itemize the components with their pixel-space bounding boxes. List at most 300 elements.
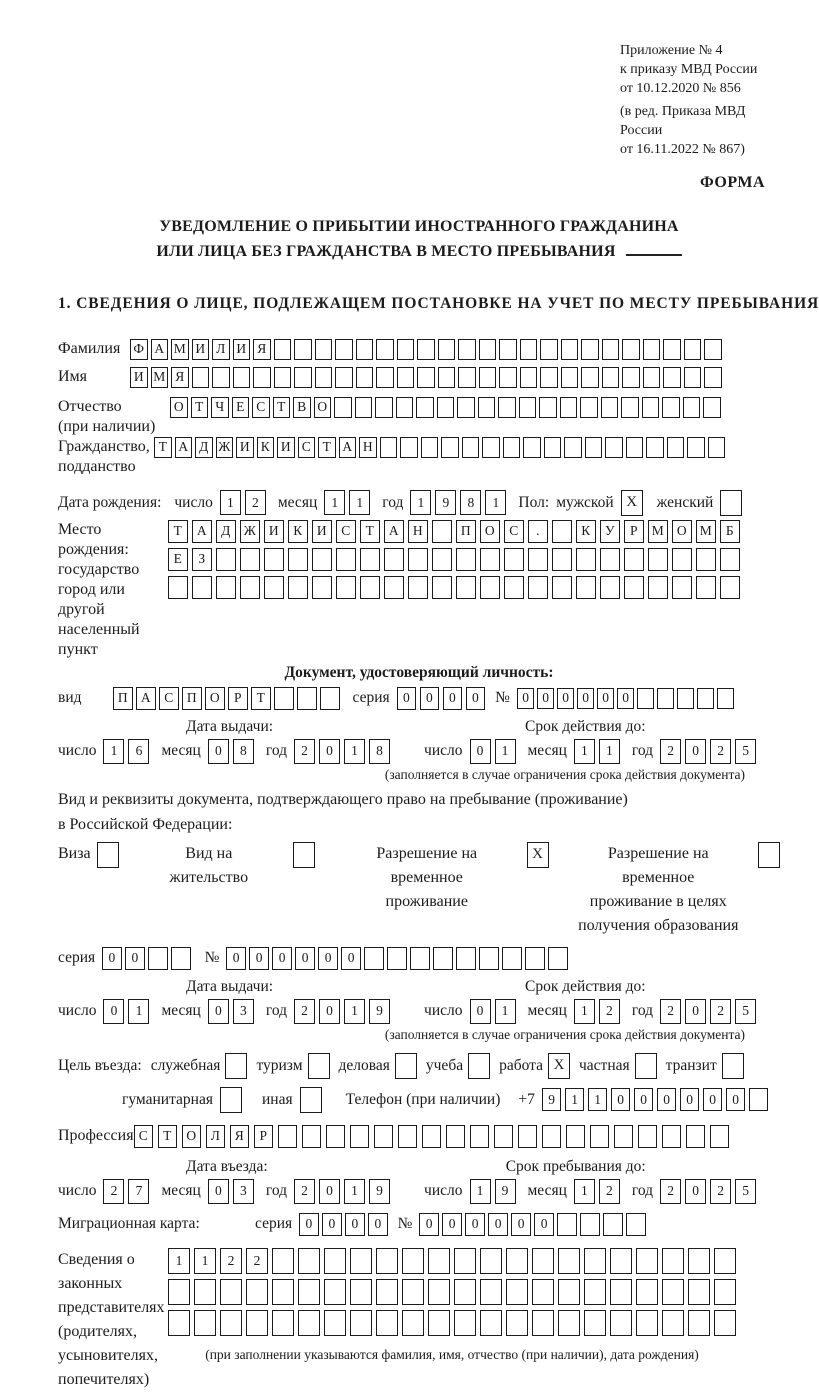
char-cell[interactable] [264, 576, 284, 599]
char-cell[interactable]: 3 [233, 1179, 254, 1204]
char-cell[interactable] [520, 339, 538, 360]
sex-female-checkbox[interactable] [720, 490, 742, 516]
char-cell[interactable] [703, 397, 721, 418]
char-cell[interactable]: Ф [130, 339, 148, 360]
char-cell[interactable] [558, 1279, 580, 1305]
char-cell[interactable]: Е [232, 397, 250, 418]
purpose-humanitarian-checkbox[interactable] [220, 1087, 242, 1113]
char-cell[interactable]: 1 [344, 1179, 365, 1204]
char-cell[interactable] [525, 947, 545, 970]
char-cell[interactable] [714, 1248, 736, 1274]
char-cell[interactable] [717, 688, 735, 709]
char-cell[interactable]: А [339, 437, 357, 458]
char-cell[interactable] [216, 576, 236, 599]
char-cell[interactable] [622, 367, 640, 388]
char-cell[interactable] [470, 1125, 490, 1148]
char-cell[interactable]: . [528, 520, 548, 543]
char-cell[interactable] [148, 947, 168, 970]
char-cell[interactable] [297, 687, 317, 710]
char-cell[interactable] [438, 339, 456, 360]
char-cell[interactable]: 7 [128, 1179, 149, 1204]
char-cell[interactable] [441, 437, 459, 458]
char-cell[interactable]: 1 [574, 999, 595, 1024]
char-cell[interactable] [684, 367, 702, 388]
char-cell[interactable] [454, 1310, 476, 1336]
char-cell[interactable] [646, 437, 664, 458]
char-cell[interactable]: 2 [245, 490, 266, 515]
char-cell[interactable]: 0 [249, 947, 269, 970]
char-cell[interactable] [350, 1248, 372, 1274]
char-cell[interactable]: А [192, 520, 212, 543]
char-cell[interactable] [540, 367, 558, 388]
char-cell[interactable]: 0 [517, 688, 535, 709]
char-cell[interactable] [637, 688, 655, 709]
char-cell[interactable] [558, 1310, 580, 1336]
char-cell[interactable]: К [576, 520, 596, 543]
char-cell[interactable] [246, 1310, 268, 1336]
char-cell[interactable]: О [672, 520, 692, 543]
char-cell[interactable] [272, 1279, 294, 1305]
char-cell[interactable] [326, 1125, 346, 1148]
char-cell[interactable]: 9 [369, 1179, 390, 1204]
char-cell[interactable]: 0 [611, 1088, 631, 1111]
char-cell[interactable] [662, 397, 680, 418]
purpose-business-checkbox[interactable] [395, 1053, 417, 1079]
char-cell[interactable] [402, 1279, 424, 1305]
char-cell[interactable]: 0 [634, 1088, 654, 1111]
char-cell[interactable]: 0 [397, 687, 417, 710]
char-cell[interactable]: У [600, 520, 620, 543]
char-cell[interactable] [600, 548, 620, 571]
char-cell[interactable]: 0 [466, 687, 486, 710]
char-cell[interactable]: 2 [220, 1248, 242, 1274]
char-cell[interactable]: 0 [295, 947, 315, 970]
char-cell[interactable]: 1 [495, 739, 516, 764]
char-cell[interactable]: Т [251, 687, 271, 710]
char-cell[interactable] [506, 1279, 528, 1305]
char-cell[interactable]: И [192, 339, 210, 360]
char-cell[interactable]: 8 [369, 739, 390, 764]
visa-checkbox[interactable] [97, 842, 119, 868]
char-cell[interactable] [456, 947, 476, 970]
char-cell[interactable] [240, 548, 260, 571]
char-cell[interactable]: 0 [703, 1088, 723, 1111]
char-cell[interactable]: Е [168, 548, 188, 571]
char-cell[interactable]: М [696, 520, 716, 543]
char-cell[interactable] [636, 1279, 658, 1305]
char-cell[interactable] [428, 1279, 450, 1305]
char-cell[interactable]: С [252, 397, 270, 418]
char-cell[interactable] [708, 437, 726, 458]
char-cell[interactable] [335, 339, 353, 360]
char-cell[interactable] [421, 437, 439, 458]
char-cell[interactable]: Л [206, 1125, 226, 1148]
char-cell[interactable] [432, 548, 452, 571]
char-cell[interactable]: 0 [272, 947, 292, 970]
char-cell[interactable] [334, 397, 352, 418]
char-cell[interactable]: 0 [226, 947, 246, 970]
char-cell[interactable]: 2 [103, 1179, 124, 1204]
char-cell[interactable] [480, 576, 500, 599]
char-cell[interactable]: 1 [574, 1179, 595, 1204]
char-cell[interactable] [364, 947, 384, 970]
char-cell[interactable] [350, 1279, 372, 1305]
char-cell[interactable] [585, 437, 603, 458]
char-cell[interactable] [288, 548, 308, 571]
char-cell[interactable]: О [314, 397, 332, 418]
char-cell[interactable] [433, 947, 453, 970]
char-cell[interactable]: Ч [211, 397, 229, 418]
char-cell[interactable]: 1 [588, 1088, 608, 1111]
char-cell[interactable] [532, 1310, 554, 1336]
char-cell[interactable] [684, 339, 702, 360]
char-cell[interactable] [324, 1279, 346, 1305]
char-cell[interactable] [324, 1248, 346, 1274]
char-cell[interactable]: Т [191, 397, 209, 418]
char-cell[interactable] [720, 548, 740, 571]
sex-male-checkbox[interactable]: X [621, 490, 643, 516]
char-cell[interactable] [220, 1310, 242, 1336]
char-cell[interactable] [402, 1310, 424, 1336]
char-cell[interactable]: С [134, 1125, 154, 1148]
char-cell[interactable] [387, 947, 407, 970]
char-cell[interactable] [528, 548, 548, 571]
char-cell[interactable]: 0 [102, 947, 122, 970]
char-cell[interactable]: В [293, 397, 311, 418]
char-cell[interactable] [584, 1310, 606, 1336]
char-cell[interactable]: 0 [470, 999, 491, 1024]
char-cell[interactable]: 0 [685, 1179, 706, 1204]
char-cell[interactable] [264, 548, 284, 571]
char-cell[interactable] [171, 947, 191, 970]
temp-residence-education-checkbox[interactable] [758, 842, 780, 868]
char-cell[interactable] [542, 1125, 562, 1148]
char-cell[interactable] [502, 947, 522, 970]
char-cell[interactable]: З [192, 548, 212, 571]
char-cell[interactable]: 2 [710, 739, 731, 764]
char-cell[interactable]: 0 [488, 1213, 508, 1236]
char-cell[interactable]: 0 [511, 1213, 531, 1236]
char-cell[interactable]: 1 [168, 1248, 190, 1274]
char-cell[interactable]: 1 [470, 1179, 491, 1204]
char-cell[interactable] [704, 367, 722, 388]
char-cell[interactable] [233, 367, 251, 388]
char-cell[interactable] [274, 367, 292, 388]
char-cell[interactable]: 1 [565, 1088, 585, 1111]
char-cell[interactable] [356, 367, 374, 388]
char-cell[interactable]: И [236, 437, 254, 458]
char-cell[interactable] [519, 397, 537, 418]
char-cell[interactable] [581, 367, 599, 388]
char-cell[interactable] [677, 688, 695, 709]
char-cell[interactable]: Т [273, 397, 291, 418]
char-cell[interactable]: 0 [368, 1213, 388, 1236]
char-cell[interactable] [374, 1125, 394, 1148]
char-cell[interactable] [580, 1213, 600, 1236]
char-cell[interactable] [479, 947, 499, 970]
char-cell[interactable] [298, 1248, 320, 1274]
char-cell[interactable] [458, 367, 476, 388]
char-cell[interactable] [503, 437, 521, 458]
char-cell[interactable]: Д [216, 520, 236, 543]
char-cell[interactable]: 9 [542, 1088, 562, 1111]
char-cell[interactable] [532, 1279, 554, 1305]
char-cell[interactable]: 2 [294, 739, 315, 764]
char-cell[interactable] [168, 1279, 190, 1305]
char-cell[interactable]: Т [154, 437, 172, 458]
char-cell[interactable] [518, 1125, 538, 1148]
char-cell[interactable] [663, 339, 681, 360]
char-cell[interactable]: 1 [349, 490, 370, 515]
char-cell[interactable] [614, 1125, 634, 1148]
char-cell[interactable]: 0 [420, 687, 440, 710]
temp-residence-checkbox[interactable]: X [527, 842, 549, 868]
char-cell[interactable]: А [175, 437, 193, 458]
char-cell[interactable] [192, 367, 210, 388]
char-cell[interactable]: 0 [470, 739, 491, 764]
char-cell[interactable] [552, 576, 572, 599]
char-cell[interactable] [375, 397, 393, 418]
char-cell[interactable]: И [233, 339, 251, 360]
char-cell[interactable]: 2 [660, 999, 681, 1024]
char-cell[interactable] [400, 437, 418, 458]
char-cell[interactable] [532, 1248, 554, 1274]
char-cell[interactable]: 1 [410, 490, 431, 515]
char-cell[interactable] [416, 397, 434, 418]
char-cell[interactable] [621, 397, 639, 418]
char-cell[interactable]: 2 [710, 999, 731, 1024]
char-cell[interactable]: 0 [465, 1213, 485, 1236]
char-cell[interactable] [294, 339, 312, 360]
char-cell[interactable]: Л [212, 339, 230, 360]
char-cell[interactable]: 0 [208, 739, 229, 764]
char-cell[interactable] [454, 1279, 476, 1305]
char-cell[interactable]: 2 [294, 999, 315, 1024]
char-cell[interactable]: 5 [735, 999, 756, 1024]
char-cell[interactable] [605, 437, 623, 458]
char-cell[interactable] [376, 1310, 398, 1336]
char-cell[interactable] [506, 1248, 528, 1274]
char-cell[interactable]: М [151, 367, 169, 388]
char-cell[interactable] [480, 1248, 502, 1274]
char-cell[interactable] [294, 367, 312, 388]
char-cell[interactable] [576, 576, 596, 599]
char-cell[interactable] [566, 1125, 586, 1148]
char-cell[interactable]: 1 [599, 739, 620, 764]
char-cell[interactable] [253, 367, 271, 388]
char-cell[interactable] [350, 1125, 370, 1148]
char-cell[interactable]: Н [359, 437, 377, 458]
char-cell[interactable] [479, 367, 497, 388]
char-cell[interactable] [410, 947, 430, 970]
char-cell[interactable] [581, 339, 599, 360]
char-cell[interactable] [720, 576, 740, 599]
char-cell[interactable]: 2 [660, 739, 681, 764]
char-cell[interactable] [220, 1279, 242, 1305]
char-cell[interactable] [480, 1310, 502, 1336]
char-cell[interactable] [662, 1125, 682, 1148]
char-cell[interactable] [396, 397, 414, 418]
char-cell[interactable]: 0 [680, 1088, 700, 1111]
char-cell[interactable]: 0 [442, 1213, 462, 1236]
char-cell[interactable] [687, 437, 705, 458]
purpose-official-checkbox[interactable] [225, 1053, 247, 1079]
char-cell[interactable]: О [182, 1125, 202, 1148]
char-cell[interactable] [560, 397, 578, 418]
char-cell[interactable] [376, 339, 394, 360]
char-cell[interactable]: П [456, 520, 476, 543]
char-cell[interactable] [662, 1248, 684, 1274]
char-cell[interactable]: М [171, 339, 189, 360]
char-cell[interactable]: 8 [460, 490, 481, 515]
char-cell[interactable]: 0 [534, 1213, 554, 1236]
char-cell[interactable] [602, 367, 620, 388]
char-cell[interactable] [561, 367, 579, 388]
char-cell[interactable] [446, 1125, 466, 1148]
char-cell[interactable] [584, 1248, 606, 1274]
char-cell[interactable] [384, 576, 404, 599]
char-cell[interactable] [350, 1310, 372, 1336]
char-cell[interactable] [663, 367, 681, 388]
char-cell[interactable] [482, 437, 500, 458]
char-cell[interactable]: Р [254, 1125, 274, 1148]
char-cell[interactable]: П [113, 687, 133, 710]
char-cell[interactable] [561, 339, 579, 360]
char-cell[interactable] [610, 1248, 632, 1274]
char-cell[interactable]: 9 [435, 490, 456, 515]
char-cell[interactable] [212, 367, 230, 388]
char-cell[interactable] [714, 1279, 736, 1305]
char-cell[interactable] [454, 1248, 476, 1274]
char-cell[interactable] [376, 1248, 398, 1274]
char-cell[interactable] [456, 576, 476, 599]
char-cell[interactable]: 1 [485, 490, 506, 515]
char-cell[interactable]: 0 [419, 1213, 439, 1236]
char-cell[interactable]: Р [624, 520, 644, 543]
char-cell[interactable]: О [205, 687, 225, 710]
char-cell[interactable] [642, 397, 660, 418]
char-cell[interactable] [274, 687, 294, 710]
char-cell[interactable]: 1 [344, 739, 365, 764]
char-cell[interactable]: 3 [233, 999, 254, 1024]
char-cell[interactable]: Б [720, 520, 740, 543]
char-cell[interactable] [523, 437, 541, 458]
char-cell[interactable]: Ж [216, 437, 234, 458]
char-cell[interactable]: И [264, 520, 284, 543]
char-cell[interactable] [315, 367, 333, 388]
char-cell[interactable] [610, 1310, 632, 1336]
char-cell[interactable] [298, 1310, 320, 1336]
char-cell[interactable]: 0 [617, 688, 635, 709]
char-cell[interactable] [397, 339, 415, 360]
char-cell[interactable] [278, 1125, 298, 1148]
char-cell[interactable] [539, 397, 557, 418]
char-cell[interactable] [622, 339, 640, 360]
char-cell[interactable] [648, 576, 668, 599]
char-cell[interactable] [355, 397, 373, 418]
char-cell[interactable] [479, 339, 497, 360]
char-cell[interactable]: 0 [557, 688, 575, 709]
char-cell[interactable] [506, 1310, 528, 1336]
char-cell[interactable] [438, 367, 456, 388]
char-cell[interactable] [408, 548, 428, 571]
char-cell[interactable] [672, 576, 692, 599]
char-cell[interactable]: Я [253, 339, 271, 360]
char-cell[interactable]: Ж [240, 520, 260, 543]
char-cell[interactable] [335, 367, 353, 388]
char-cell[interactable]: 2 [710, 1179, 731, 1204]
char-cell[interactable] [376, 1279, 398, 1305]
char-cell[interactable]: 0 [125, 947, 145, 970]
char-cell[interactable] [610, 1279, 632, 1305]
purpose-study-checkbox[interactable] [468, 1053, 490, 1079]
char-cell[interactable]: 1 [128, 999, 149, 1024]
char-cell[interactable]: 2 [294, 1179, 315, 1204]
char-cell[interactable]: 0 [299, 1213, 319, 1236]
char-cell[interactable] [315, 339, 333, 360]
char-cell[interactable] [480, 1279, 502, 1305]
char-cell[interactable] [696, 576, 716, 599]
char-cell[interactable]: И [277, 437, 295, 458]
char-cell[interactable]: 0 [726, 1088, 746, 1111]
char-cell[interactable] [168, 576, 188, 599]
char-cell[interactable] [552, 548, 572, 571]
char-cell[interactable] [638, 1125, 658, 1148]
char-cell[interactable] [274, 339, 292, 360]
purpose-private-checkbox[interactable] [635, 1053, 657, 1079]
char-cell[interactable] [397, 367, 415, 388]
char-cell[interactable] [312, 548, 332, 571]
char-cell[interactable] [384, 548, 404, 571]
char-cell[interactable]: И [312, 520, 332, 543]
char-cell[interactable] [648, 548, 668, 571]
char-cell[interactable] [552, 520, 572, 543]
char-cell[interactable] [336, 548, 356, 571]
char-cell[interactable] [626, 1213, 646, 1236]
char-cell[interactable]: 0 [345, 1213, 365, 1236]
purpose-work-checkbox[interactable]: X [548, 1053, 570, 1079]
char-cell[interactable] [662, 1310, 684, 1336]
char-cell[interactable] [714, 1310, 736, 1336]
char-cell[interactable] [672, 548, 692, 571]
char-cell[interactable] [540, 339, 558, 360]
char-cell[interactable] [590, 1125, 610, 1148]
char-cell[interactable]: 2 [599, 1179, 620, 1204]
char-cell[interactable]: 0 [322, 1213, 342, 1236]
purpose-transit-checkbox[interactable] [722, 1053, 744, 1079]
char-cell[interactable] [417, 367, 435, 388]
char-cell[interactable]: 0 [208, 1179, 229, 1204]
char-cell[interactable] [686, 1125, 706, 1148]
char-cell[interactable]: П [182, 687, 202, 710]
char-cell[interactable] [636, 1310, 658, 1336]
char-cell[interactable] [580, 397, 598, 418]
char-cell[interactable] [240, 576, 260, 599]
char-cell[interactable]: 0 [319, 739, 340, 764]
char-cell[interactable] [216, 548, 236, 571]
char-cell[interactable]: 0 [319, 999, 340, 1024]
char-cell[interactable] [168, 1310, 190, 1336]
char-cell[interactable] [576, 548, 596, 571]
char-cell[interactable] [457, 397, 475, 418]
char-cell[interactable] [428, 1310, 450, 1336]
char-cell[interactable]: 1 [324, 490, 345, 515]
char-cell[interactable] [528, 576, 548, 599]
char-cell[interactable]: 0 [341, 947, 361, 970]
char-cell[interactable]: С [336, 520, 356, 543]
char-cell[interactable] [432, 520, 452, 543]
char-cell[interactable]: 1 [574, 739, 595, 764]
